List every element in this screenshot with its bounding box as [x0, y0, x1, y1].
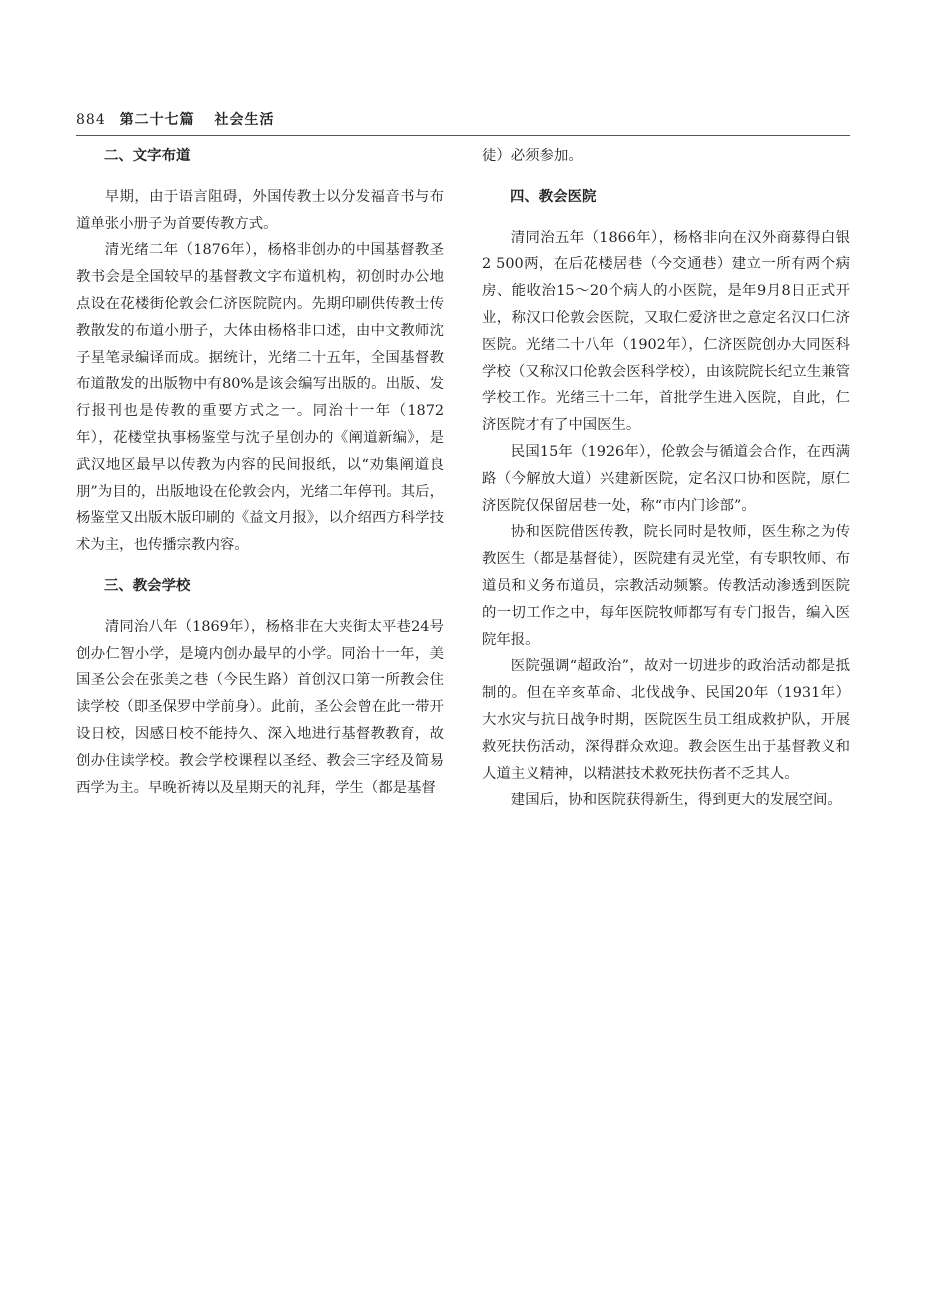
paragraph: 医院强调“超政治”，故对一切进步的政治活动都是抵制的。但在辛亥革命、北伐战争、民国20年（1931年）大水灾与抗日战争时期，医院医生员工组成救护队，开展救死扶伤活动，深得群众欢迎。教会医生出于基督教义和人道主义精神，以精湛技术救死扶伤者不乏其人。 [482, 658, 850, 782]
section-title: 社会生活 [214, 112, 275, 128]
heading-church-schools: 三、教会学校 [104, 576, 191, 594]
paragraph: 清同治五年（1866年），杨格非向在汉外商募得白银2 500两，在后花楼居巷（今交通巷）建立一所有两个病房、能收治15～20个病人的小医院，是年9月8日正式开业，称汉口伦敦会医院，又取仁爱济世之意定名汉口仁济医院。光绪二十八年（1902年），仁济医院创办大同医科学校（又称汉口伦敦会医科学校），由该院院长纪立生兼管学校工作。光绪三十二年，首批学生进入医院，自此，仁济医院才有了中国医生。 [482, 229, 850, 434]
paragraph: 民国15年（1926年），伦敦会与循道会合作，在西满路（今解放大道）兴建新医院，定名汉口协和医院，原仁济医院仅保留居巷一处，称“市内门诊部”。 [482, 443, 850, 514]
heading-text-mission: 二、文字布道 [104, 147, 191, 164]
heading-church-hospitals: 四、教会医院 [510, 187, 597, 205]
running-header [76, 109, 274, 129]
page-number: 884 [76, 112, 106, 128]
right-column [482, 143, 850, 814]
paragraph: 清光绪二年（1876年），杨格非创办的中国基督教圣教书会是全国较早的基督教文字布道机构，初创时办公地点设在花楼街伦敦会仁济医院院内。先期印刷供传教士传教散发的布道小册子，大体由杨格非口述，由中文教师沈子星笔录编译而成。据统计，光绪二十五年，全国基督教布道散发的出版物中有80%是该会编写出版的。出版、发行报刊也是传教的重要方式之一。同治十一年（1872年），花楼堂执事杨鉴堂与沈子星创办的《阐道新编》，是武汉地区最早以传教为内容的民间报纸，以“劝集阐道良朋”为目的，出版地设在伦敦会内，光绪二年停刊。其后，杨鉴堂又出版木版印刷的《益文月报》，以介绍西方科学技术为主，也传播宗教内容。 [76, 242, 444, 554]
paragraph: 清同治八年（1869年），杨格非在大夹街太平巷24号创办仁智小学，是境内创办最早的小学。同治十一年，美国圣公会在张美之巷（今民生路）首创汉口第一所教会住读学校（即圣保罗中学前身）。此前，圣公会曾在此一带开设日校，因感日校不能持久、深入地进行基督教教育，故创办住读学校。教会学校课程以圣经、教会三字经及简易西学为主。早晚祈祷以及星期天的礼拜，学生（都是基督 [76, 618, 444, 796]
paragraph-continuation: 徒）必须参加。 [482, 148, 583, 164]
left-column [76, 143, 444, 801]
header-rule [76, 135, 850, 136]
paragraph: 早期，由于语言阻碍，外国传教士以分发福音书与布道单张小册子为首要传教方式。 [76, 188, 444, 232]
paragraph: 协和医院借医传教，院长同时是牧师，医生称之为传教医生（都是基督徒），医院建有灵光堂，有专职牧师、布道员和义务布道员，宗教活动频繁。传教活动渗透到医院的一切工作之中，每年医院牧师都写有专门报告，编入医院年报。 [482, 524, 850, 648]
paragraph: 建国后，协和医院获得新生，得到更大的发展空间。 [510, 792, 842, 809]
part-title: 第二十七篇 [119, 112, 195, 128]
